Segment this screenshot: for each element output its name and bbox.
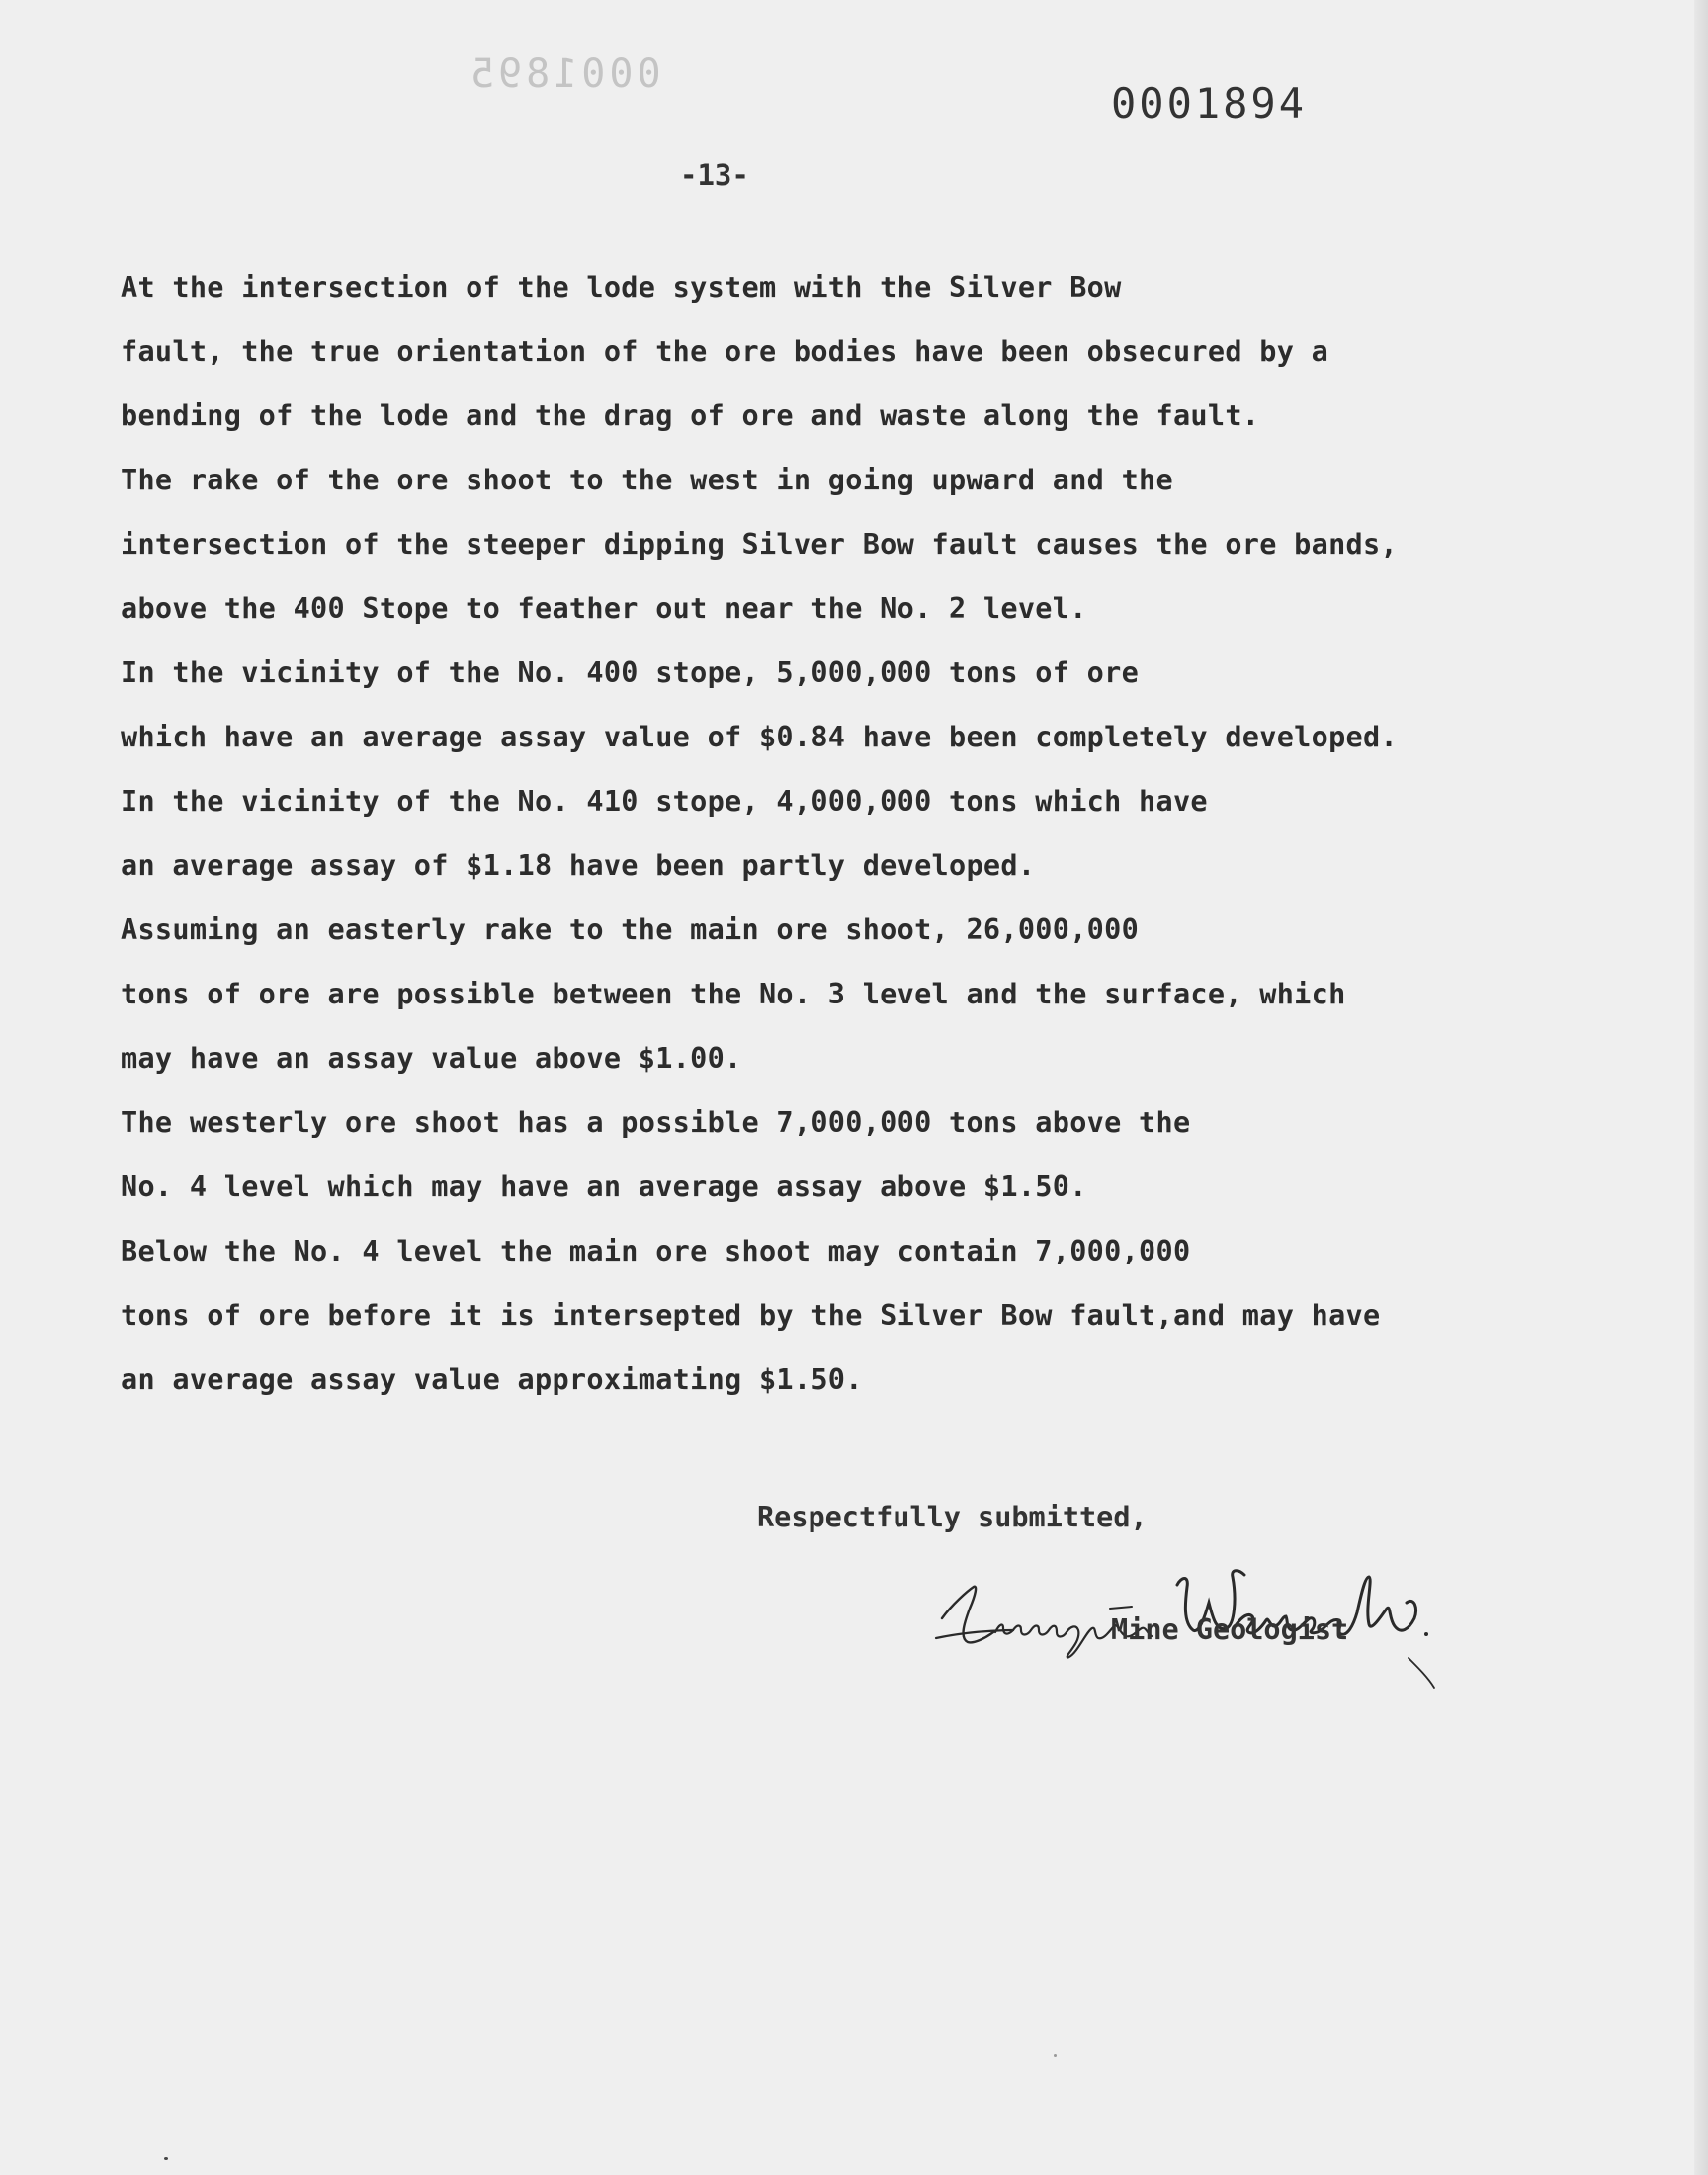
paper-speck xyxy=(1054,2054,1057,2057)
signatory-title: Mine Geologist xyxy=(1111,1613,1349,1646)
paragraph-westerly-ore-shoot: The westerly ore shoot has a possible 7,000,000 tons above the No. 4 level which may have an average assay above $1.50. xyxy=(121,1106,1191,1203)
page-edge-shadow xyxy=(1694,0,1708,2175)
valediction: Respectfully submitted, xyxy=(757,1501,1148,1533)
document-stamp-number: 0001894 xyxy=(1111,79,1308,128)
report-body xyxy=(121,255,1603,1412)
page-number: -13- xyxy=(680,158,749,192)
paragraph-stope-410: In the vicinity of the No. 410 stope, 4,000,000 tons which have an average assay of $1.18 have been partly developed. xyxy=(121,785,1208,882)
paragraph-ore-shoot-rake: The rake of the ore shoot to the west in going upward and the intersection of the steeper dipping Silver Bow fault causes the ore bands, above the 400 Stope to feather out near the No. 2 level. xyxy=(121,464,1398,625)
paragraph-below-level-4: Below the No. 4 level the main ore shoot may contain 7,000,000 tons of ore before it is intersepted by the Silver Bow fault,and may have an average assay value approximating $1.50. xyxy=(121,1235,1381,1396)
bleed-through-page-number: 0001895 xyxy=(467,51,661,97)
paragraph-silver-bow-intersection: At the intersection of the lode system with the Silver Bow fault, the true orientation of the ore bodies have been obsecured by a bending of the lode and the drag of ore and waste along the fault. xyxy=(121,271,1329,432)
paragraph-easterly-rake: Assuming an easterly rake to the main ore shoot, 26,000,000 tons of ore are possible between the No. 3 level and the surface, which may have an assay value above $1.00. xyxy=(121,914,1346,1075)
paragraph-stope-400: In the vicinity of the No. 400 stope, 5,000,000 tons of ore which have an average assay value of $0.84 have been completely developed. xyxy=(121,656,1398,753)
paper-speck xyxy=(164,2157,168,2160)
